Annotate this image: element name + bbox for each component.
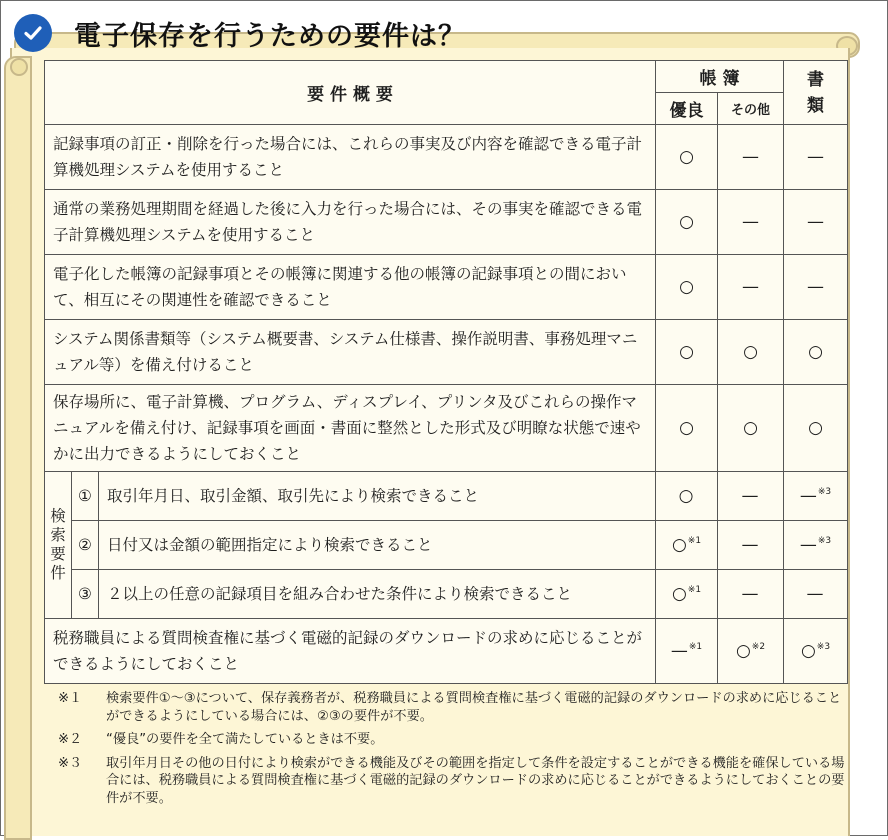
header-documents	[784, 61, 848, 125]
mark-excellent: ○	[656, 385, 718, 472]
mark-other: —	[718, 125, 784, 190]
mark-symbol: ○	[678, 486, 694, 506]
mark-documents: —	[784, 125, 848, 190]
mark-excellent	[656, 521, 718, 570]
mark-symbol: —	[799, 535, 817, 555]
title-text: 電子保存を行うための要件は？	[74, 20, 466, 52]
search-number: ①	[72, 472, 99, 521]
scroll-curl-left	[10, 58, 28, 76]
mark-symbol: —	[670, 641, 688, 661]
note-ref: ※1	[687, 536, 702, 546]
search-number: ③	[72, 570, 99, 619]
footnote	[58, 731, 848, 749]
table-row	[45, 619, 848, 684]
footnotes	[58, 690, 848, 813]
mark-excellent: ○	[656, 320, 718, 385]
mark-symbol: ○	[735, 641, 751, 661]
mark-documents: ○	[784, 385, 848, 472]
header-other: その他	[718, 93, 784, 125]
footnote-text: “優良”の要件を全て満たしているときは不要。	[106, 732, 384, 747]
mark-documents: —	[784, 190, 848, 255]
header-documents-label: 書 類	[807, 69, 824, 116]
mark-documents	[784, 472, 848, 521]
mark-symbol: ○	[671, 535, 687, 555]
header-requirement: 要 件 概 要	[45, 61, 656, 125]
search-text: 日付又は金額の範囲指定により検索できること	[99, 521, 656, 570]
table-row	[45, 385, 848, 472]
mark-symbol: ○	[671, 584, 687, 604]
footnote-mark: ※１	[58, 691, 83, 706]
note-ref: ※3	[817, 487, 832, 497]
footnote-text: 検索要件①～③について、保存義務者が、税務職員による質問検査権に基づく電磁的記録のダウンロードの求めに応じることができるようにしている場合には、②③の要件が不要。	[106, 691, 842, 724]
mark-documents: —	[784, 255, 848, 320]
mark-excellent: ○	[656, 190, 718, 255]
mark-symbol: —	[741, 584, 759, 604]
mark-other	[718, 521, 784, 570]
note-ref: ※1	[688, 642, 703, 652]
mark-symbol: —	[741, 535, 759, 555]
note-ref: ※1	[687, 585, 702, 595]
mark-documents: ○	[784, 320, 848, 385]
requirement-text: 通常の業務処理期間を経過した後に入力を行った場合には、その事実を確認できる電子計算機処理システムを使用すること	[45, 190, 656, 255]
mark-documents	[784, 570, 848, 619]
footnote-mark: ※２	[58, 732, 83, 747]
table-row	[45, 320, 848, 385]
note-ref: ※2	[751, 642, 766, 652]
mark-symbol: —	[741, 486, 759, 506]
mark-excellent	[656, 472, 718, 521]
search-group-label	[45, 472, 72, 619]
note-ref: ※3	[816, 642, 831, 652]
requirement-text: 電子化した帳簿の記録事項とその帳簿に関連する他の帳簿の記録事項との間において、相互にその関連性を確認できること	[45, 255, 656, 320]
mark-other: ○	[718, 385, 784, 472]
requirements-table	[44, 60, 848, 684]
search-row	[45, 570, 848, 619]
mark-other: ○	[718, 320, 784, 385]
mark-documents	[784, 521, 848, 570]
search-row	[45, 472, 848, 521]
header-excellent: 優良	[656, 93, 718, 125]
header-ledger: 帳 簿	[656, 61, 784, 93]
mark-symbol: —	[799, 486, 817, 506]
table-row	[45, 125, 848, 190]
footnote-text: 取引年月日その他の日付により検索ができる機能及びその範囲を指定して条件を設定することができる機能を確保している場合には、税務職員による質問検査権に基づく電磁的記録のダウンロードの求めに応じることができるようにしておくことの要件が不要。	[106, 755, 845, 806]
footnote-mark: ※３	[58, 755, 83, 771]
requirement-text: 税務職員による質問検査権に基づく電磁的記録のダウンロードの求めに応じることができるようにしておくこと	[45, 619, 656, 684]
mark-excellent	[656, 619, 718, 684]
mark-symbol: —	[806, 584, 824, 604]
mark-documents	[784, 619, 848, 684]
mark-excellent: ○	[656, 125, 718, 190]
check-circle-icon	[14, 14, 52, 52]
note-ref: ※3	[817, 536, 832, 546]
search-row	[45, 521, 848, 570]
requirement-text: 保存場所に、電子計算機、プログラム、ディスプレイ、プリンタ及びこれらの操作マニュアルを備え付け、記録事項を画面・書面に整然とした形式及び明瞭な状態で速やかに出力できるようにしておくこと	[45, 385, 656, 472]
search-text: ２以上の任意の記録項目を組み合わせた条件により検索できること	[99, 570, 656, 619]
requirement-text: 記録事項の訂正・削除を行った場合には、これらの事実及び内容を確認できる電子計算機処理システムを使用すること	[45, 125, 656, 190]
table-row	[45, 190, 848, 255]
mark-symbol: ○	[800, 641, 816, 661]
mark-other: —	[718, 190, 784, 255]
search-group-text: 検索要件	[50, 507, 66, 582]
footnote	[58, 690, 848, 725]
scroll-left-roll	[4, 56, 32, 840]
table-row	[45, 255, 848, 320]
mark-other	[718, 570, 784, 619]
search-number: ②	[72, 521, 99, 570]
footnote	[58, 755, 848, 808]
mark-other: —	[718, 255, 784, 320]
page-title	[14, 6, 466, 60]
mark-other	[718, 472, 784, 521]
mark-excellent	[656, 570, 718, 619]
search-text: 取引年月日、取引金額、取引先により検索できること	[99, 472, 656, 521]
mark-excellent: ○	[656, 255, 718, 320]
requirement-text: システム関係書類等（システム概要書、システム仕様書、操作説明書、事務処理マニュアル等）を備え付けること	[45, 320, 656, 385]
mark-other	[718, 619, 784, 684]
